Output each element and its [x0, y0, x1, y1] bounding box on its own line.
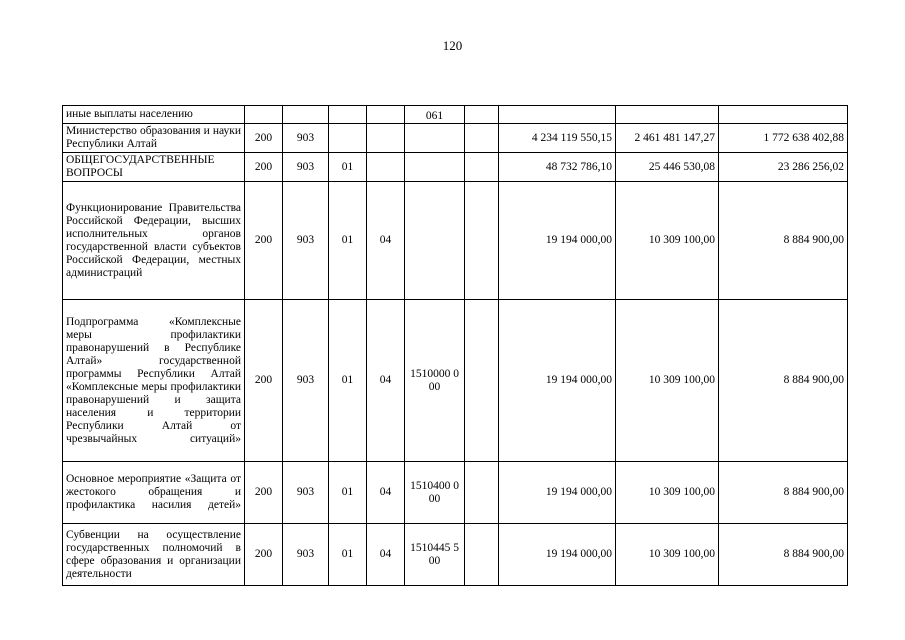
cell-grbs: 200: [245, 182, 283, 300]
row-name: Субвенции на осуществление государственных полномочий в сфере образования и организации деятельности: [63, 524, 245, 586]
cell-grbs: 200: [245, 462, 283, 524]
page-number: 120: [442, 38, 463, 53]
cell-sum-total: 19 194 000,00: [499, 524, 616, 586]
cell-rz: [283, 106, 329, 124]
cell-csr: 04: [367, 524, 405, 586]
cell-pr: 01: [329, 524, 367, 586]
cell-vr: [405, 182, 465, 300]
cell-csr: 04: [367, 300, 405, 462]
cell-vr: 061: [405, 106, 465, 124]
cell-pr: 01: [329, 300, 367, 462]
cell-sum-reg: [719, 106, 848, 124]
cell-sum-total: 19 194 000,00: [499, 462, 616, 524]
cell-sum-reg: 23 286 256,02: [719, 153, 848, 182]
cell-grbs: 200: [245, 300, 283, 462]
cell-x: [465, 106, 499, 124]
cell-csr: [367, 153, 405, 182]
cell-sum-total: 4 234 119 550,15: [499, 124, 616, 153]
cell-x: [465, 462, 499, 524]
cell-pr: 01: [329, 182, 367, 300]
budget-table: [62, 105, 848, 586]
cell-x: [465, 300, 499, 462]
cell-pr: 01: [329, 153, 367, 182]
cell-sum-reg: 8 884 900,00: [719, 524, 848, 586]
cell-grbs: 200: [245, 153, 283, 182]
cell-sum-reg: 8 884 900,00: [719, 300, 848, 462]
cell-sum-fed: 10 309 100,00: [616, 300, 719, 462]
cell-vr: 1510400 000: [405, 462, 465, 524]
row-name: иные выплаты населению: [63, 106, 245, 124]
cell-sum-total: 48 732 786,10: [499, 153, 616, 182]
row-name: Основное мероприятие «Защита от жестокого обращения и профилактика насилия детей»: [63, 462, 245, 524]
cell-pr: 01: [329, 462, 367, 524]
cell-grbs: [245, 106, 283, 124]
cell-rz: 903: [283, 182, 329, 300]
cell-sum-reg: 1 772 638 402,88: [719, 124, 848, 153]
cell-sum-fed: 2 461 481 147,27: [616, 124, 719, 153]
cell-sum-total: [499, 106, 616, 124]
table-row: [63, 124, 848, 153]
cell-rz: 903: [283, 300, 329, 462]
cell-vr: [405, 153, 465, 182]
cell-x: [465, 124, 499, 153]
cell-sum-reg: 8 884 900,00: [719, 462, 848, 524]
cell-x: [465, 182, 499, 300]
cell-sum-fed: 10 309 100,00: [616, 182, 719, 300]
cell-rz: 903: [283, 124, 329, 153]
cell-pr: [329, 106, 367, 124]
table-row: [63, 182, 848, 300]
table-body: [63, 106, 848, 586]
cell-sum-fed: 10 309 100,00: [616, 524, 719, 586]
cell-csr: [367, 124, 405, 153]
cell-csr: 04: [367, 462, 405, 524]
row-name: Функционирование Правительства Российской Федерации, высших исполнительных органов государственной власти субъектов Российской Федерации, местных администраций: [63, 182, 245, 300]
cell-sum-fed: 25 446 530,08: [616, 153, 719, 182]
table-row: [63, 153, 848, 182]
cell-grbs: 200: [245, 124, 283, 153]
cell-vr: [405, 124, 465, 153]
table-row: [63, 300, 848, 462]
cell-csr: 04: [367, 182, 405, 300]
table-row: [63, 106, 848, 124]
cell-sum-fed: [616, 106, 719, 124]
cell-csr: [367, 106, 405, 124]
row-name: ОБЩЕГОСУДАРСТВЕННЫЕ ВОПРОСЫ: [63, 153, 245, 182]
cell-x: [465, 524, 499, 586]
table-row: [63, 524, 848, 586]
cell-vr: 1510445 500: [405, 524, 465, 586]
row-name: Министерство образования и науки Республики Алтай: [63, 124, 245, 153]
cell-sum-reg: 8 884 900,00: [719, 182, 848, 300]
cell-sum-fed: 10 309 100,00: [616, 462, 719, 524]
row-name: Подпрограмма «Комплексные меры профилактики правонарушений в Республике Алтай» государственной программы Республики Алтай «Комплексные меры профилактики правонарушений и защита населения и территории Республики Алтай от чрезвычайных ситуаций»: [63, 300, 245, 462]
cell-rz: 903: [283, 153, 329, 182]
cell-rz: 903: [283, 462, 329, 524]
cell-rz: 903: [283, 524, 329, 586]
cell-pr: [329, 124, 367, 153]
cell-grbs: 200: [245, 524, 283, 586]
table-row: [63, 462, 848, 524]
cell-sum-total: 19 194 000,00: [499, 182, 616, 300]
cell-x: [465, 153, 499, 182]
cell-sum-total: 19 194 000,00: [499, 300, 616, 462]
cell-vr: 1510000 000: [405, 300, 465, 462]
